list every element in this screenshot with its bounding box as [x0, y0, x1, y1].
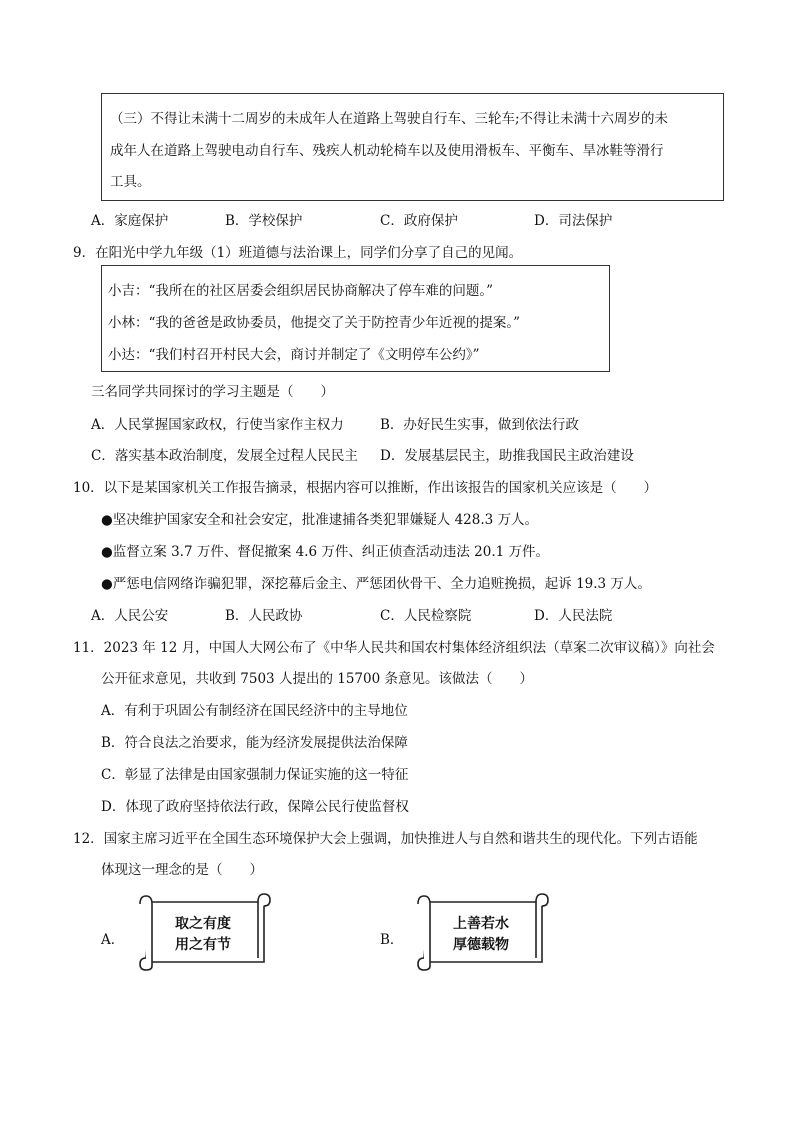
q10-stem: 10．以下是某国家机关工作报告摘录，根据内容可以推断，作出该报告的国家机关应该是（ ） [73, 480, 658, 496]
q12-option-b-scroll[interactable] [410, 892, 552, 972]
q10-bullet-3: ●严惩电信网络诈骗犯罪，深挖幕后金主、严惩团伙骨干、全力追赃挽损，起诉 19.3 万人。 [101, 576, 651, 592]
q9-option-a[interactable]: A．人民掌握国家政权，行使当家作主权力 [91, 417, 344, 433]
q12-option-a-text-2: 用之有节 [175, 937, 231, 953]
q11-option-d[interactable]: D．体现了政府坚持依法行政，保障公民行使监督权 [101, 799, 409, 815]
q9-box-line-2: 小林：“我的爸爸是政协委员，他提交了关于防控青少年近视的提案。” [108, 315, 521, 331]
q9-option-d[interactable]: D．发展基层民主，助推我国民主政治建设 [380, 448, 634, 464]
q8-box-line-3: 工具。 [110, 174, 151, 190]
q9-box-line-3: 小达：“我们村召开村民大会，商讨并制定了《文明停车公约》” [108, 347, 480, 363]
q11-option-b[interactable]: B．符合良法之治要求，能为经济发展提供法治保障 [101, 735, 408, 751]
q11-stem-line-2: 公开征求意见，共收到 7503 人提出的 15700 条意见。该做法（ ） [101, 671, 533, 687]
q9-option-c[interactable]: C．落实基本政治制度，发展全过程人民民主 [91, 448, 358, 464]
q12-option-a-label[interactable]: A． [101, 932, 125, 948]
q8-option-d[interactable]: D．司法保护 [534, 213, 613, 229]
q12-option-a-text-1: 取之有度 [175, 916, 231, 932]
q10-option-a[interactable]: A．人民公安 [91, 608, 169, 624]
q9-question: 三名同学共同探讨的学习主题是（ ） [91, 384, 334, 400]
q9-option-b[interactable]: B．办好民生实事，做到依法行政 [380, 417, 579, 433]
q9-box-line-1: 小吉：“我所在的社区居委会组织居民协商解决了停车难的问题。” [108, 283, 494, 299]
q10-bullet-1: ●坚决维护国家安全和社会安定，批准逮捕各类犯罪嫌疑人 428.3 万人。 [101, 512, 539, 528]
q9-stem: 9．在阳光中学九年级（1）班道德与法治课上，同学们分享了自己的见闻。 [73, 245, 523, 261]
q10-option-c[interactable]: C．人民检察院 [380, 608, 472, 624]
q11-option-c[interactable]: C．彰显了法律是由国家强制力保证实施的这一特征 [101, 767, 409, 783]
q10-option-b[interactable]: B．人民政协 [225, 608, 303, 624]
q11-option-a[interactable]: A．有利于巩固公有制经济在国民经济中的主导地位 [101, 703, 408, 719]
q8-option-c[interactable]: C．政府保护 [380, 213, 458, 229]
q8-box-line-1: （三）不得让未满十二周岁的未成年人在道路上驾驶自行车、三轮车;不得让未满十六周岁的未 [110, 111, 669, 127]
q12-option-a-scroll[interactable] [132, 892, 274, 972]
q10-option-d[interactable]: D．人民法院 [534, 608, 613, 624]
q8-option-b[interactable]: B．学校保护 [225, 213, 303, 229]
q12-stem-line-2: 体现这一理念的是（ ） [101, 862, 263, 878]
q8-box-line-2: 成年人在道路上驾驶电动自行车、残疾人机动轮椅车以及使用滑板车、平衡车、旱冰鞋等滑行 [110, 143, 664, 159]
q12-option-b-text-1: 上善若水 [453, 916, 509, 932]
q12-option-b-text-2: 厚德载物 [453, 937, 509, 953]
q10-bullet-2: ●监督立案 3.7 万件、督促撤案 4.6 万件、纠正侦查活动违法 20.1 万件。 [101, 544, 550, 560]
q12-option-b-label[interactable]: B． [380, 932, 404, 948]
q11-stem-line-1: 11．2023 年 12 月，中国人大网公布了《中华人民共和国农村集体经济组织法（草案二次审议稿）》向社会 [73, 640, 715, 656]
q12-stem-line-1: 12．国家主席习近平在全国生态环境保护大会上强调，加快推进人与自然和谐共生的现代化。下列古语能 [73, 831, 698, 847]
q8-option-a[interactable]: A．家庭保护 [91, 213, 169, 229]
